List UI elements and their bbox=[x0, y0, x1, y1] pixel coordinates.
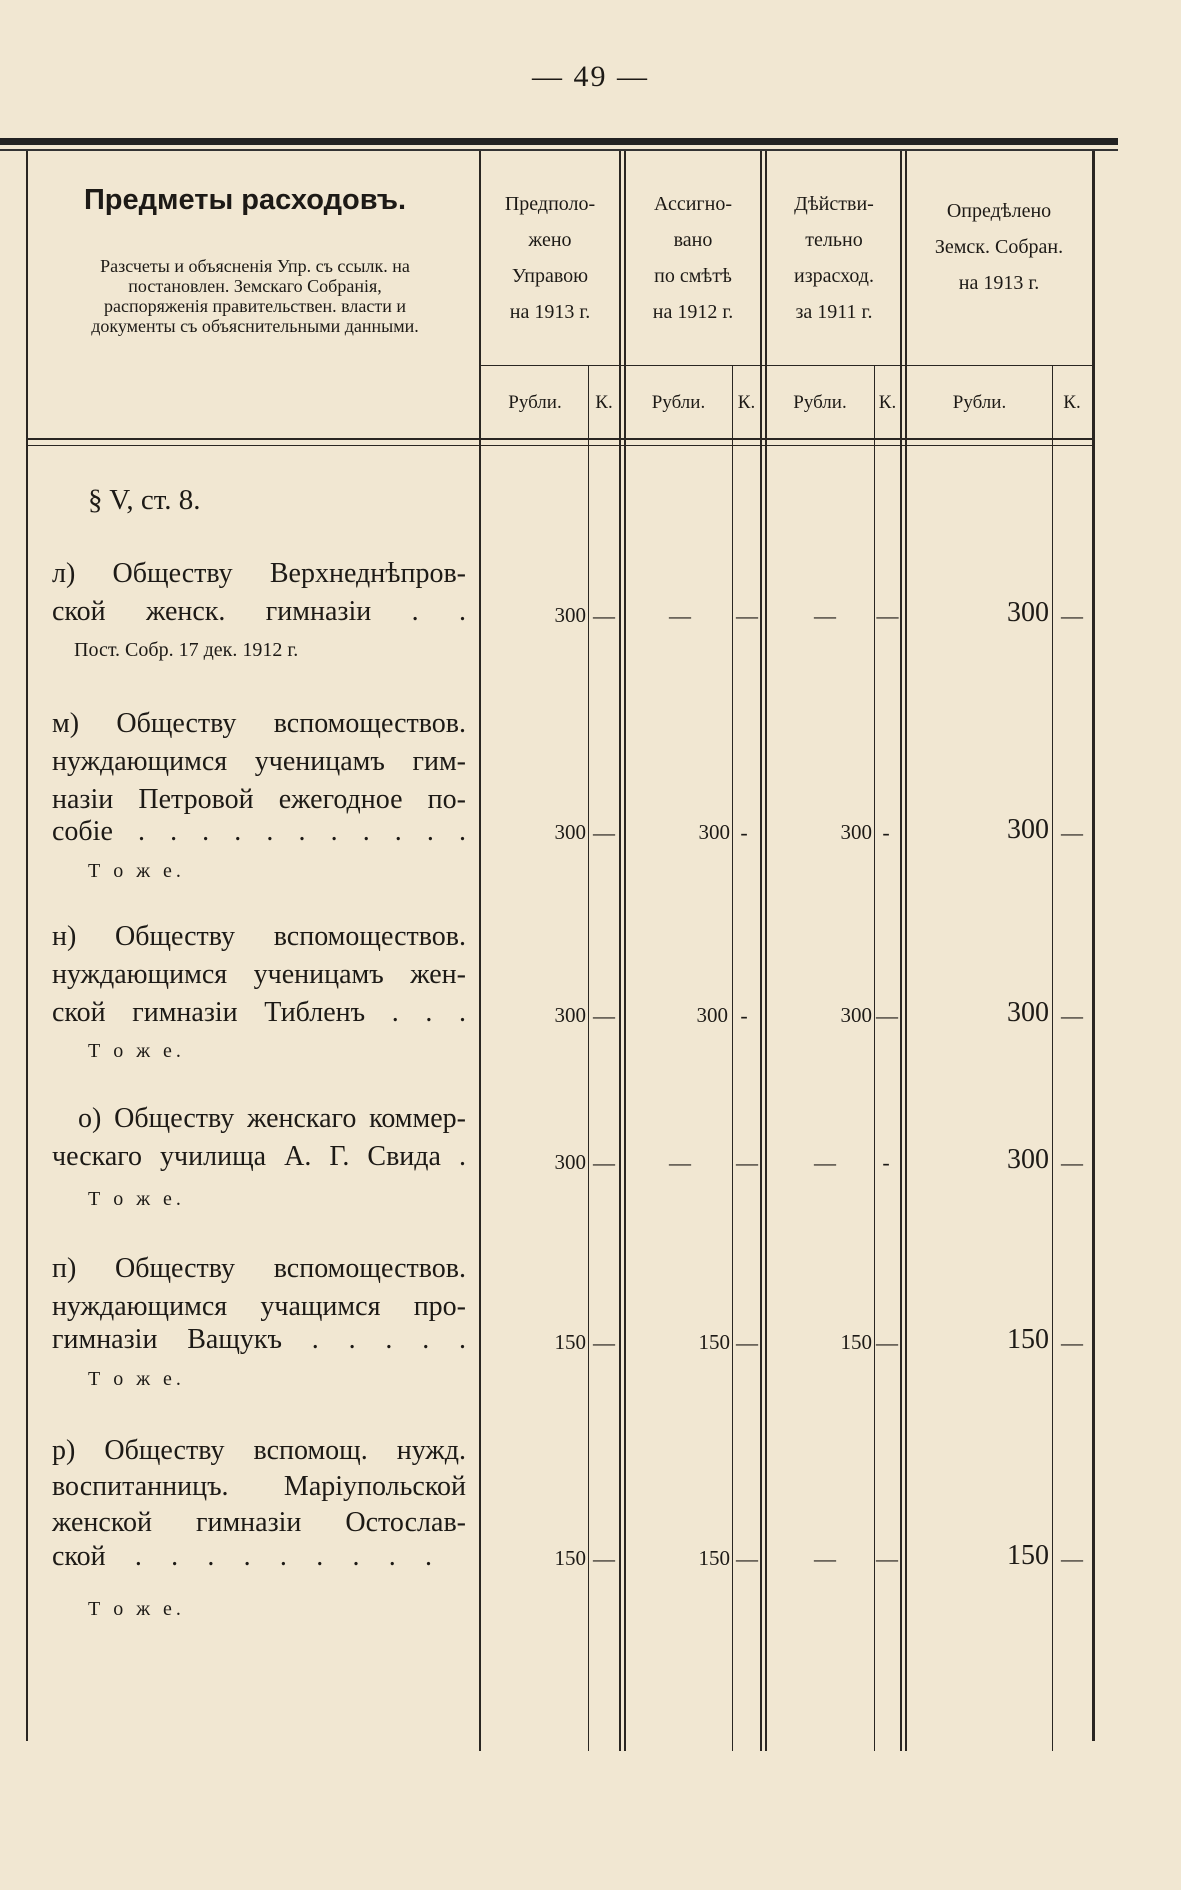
entry-l-proposed-kop: — bbox=[593, 603, 615, 628]
entry-r-line-2: воспитанницъ. Маріупольской bbox=[52, 1471, 466, 1502]
col-divider-2 bbox=[619, 151, 621, 1751]
entry-l-note: Пост. Собр. 17 дек. 1912 г. bbox=[74, 639, 299, 661]
header-title: Предметы расходовъ. bbox=[83, 184, 407, 216]
entry-n-assigned: 300 bbox=[696, 1003, 728, 1027]
column-header-determined: Опредѣлено Земск. Собран. на 1913 г. bbox=[934, 200, 1064, 294]
entry-r-line-4: ской . . . . . . . . . bbox=[52, 1541, 432, 1572]
entry-n-proposed: 300 bbox=[554, 1003, 586, 1027]
entry-p-spent-kop: — bbox=[876, 1330, 898, 1355]
entry-m-assigned: 300 bbox=[698, 820, 730, 844]
entry-n-line-2: нуждающимся ученицамъ жен- bbox=[52, 959, 466, 990]
entry-p-determined-kop: — bbox=[1061, 1330, 1083, 1355]
unit-rubli-4: Рубли. bbox=[952, 392, 1007, 413]
entry-m-determined-kop: — bbox=[1061, 820, 1083, 845]
unit-kop-2: К. bbox=[737, 392, 756, 413]
entry-l-spent: — bbox=[814, 603, 836, 628]
entry-m-assigned-kop: - bbox=[740, 820, 748, 845]
entry-n-spent: 300 bbox=[840, 1003, 872, 1027]
unit-kop-1: К. bbox=[595, 392, 613, 413]
entry-n-note: Т о ж е. bbox=[88, 1040, 185, 1062]
col-divider-3 bbox=[760, 151, 762, 1751]
entry-m-line-4: собіе . . . . . . . . . . . bbox=[52, 816, 466, 847]
entry-l-determined: 300 bbox=[1007, 597, 1049, 628]
entry-r-proposed: 150 bbox=[554, 1546, 586, 1570]
section-heading: § V, ст. 8. bbox=[88, 484, 201, 516]
unit-kop-4: К. bbox=[1063, 392, 1081, 413]
entry-m-determined: 300 bbox=[1007, 814, 1049, 845]
entry-r-spent-kop: — bbox=[876, 1546, 898, 1571]
column-header-proposed: Предполо- жено Управою на 1913 г. bbox=[504, 193, 596, 323]
kop-divider-1 bbox=[588, 365, 589, 1751]
top-rule-thin bbox=[0, 149, 1118, 151]
entry-p-note: Т о ж е. bbox=[88, 1368, 185, 1390]
entry-m-line-1: м) Обществу вспомоществов. bbox=[52, 708, 466, 739]
entry-m-spent: 300 bbox=[840, 820, 872, 844]
entry-l-spent-kop: — bbox=[876, 603, 899, 628]
table-right-border bbox=[1092, 151, 1095, 1741]
entry-p-proposed: 150 bbox=[554, 1330, 586, 1354]
header-bottom-rule bbox=[26, 438, 1094, 440]
entry-p-line-1: п) Обществу вспомоществов. bbox=[52, 1253, 466, 1284]
entry-l-line-2: ской женск. гимназіи . . bbox=[52, 596, 466, 627]
column-header-spent: Дѣйстви- тельно израсход. за 1911 г. bbox=[794, 193, 874, 323]
col-divider-3b bbox=[765, 151, 767, 1751]
entry-o-assigned-kop: — bbox=[736, 1150, 758, 1175]
entry-p-determined: 150 bbox=[1007, 1324, 1049, 1355]
entry-o-assigned: — bbox=[669, 1150, 691, 1175]
entry-n-proposed-kop: — bbox=[593, 1003, 615, 1028]
entry-l-assigned: — bbox=[669, 603, 691, 628]
kop-divider-2 bbox=[732, 365, 733, 1751]
entry-p-assigned: 150 bbox=[698, 1330, 730, 1354]
entry-m-line-3: назіи Петровой ежегодное по- bbox=[52, 784, 466, 815]
page-number: — 49 — bbox=[532, 60, 649, 93]
entry-r-determined-kop: — bbox=[1061, 1546, 1083, 1571]
entry-n-line-1: н) Обществу вспомоществов. bbox=[52, 921, 466, 952]
entry-m-line-2: нуждающимся ученицамъ гим- bbox=[52, 746, 466, 777]
entry-r-proposed-kop: — bbox=[593, 1546, 615, 1571]
entry-o-line-2: ческаго училища А. Г. Свида . bbox=[52, 1141, 466, 1172]
table-left-border bbox=[26, 151, 28, 1741]
col-divider-4 bbox=[900, 151, 902, 1751]
entry-m-spent-kop: - bbox=[882, 820, 890, 845]
entry-l-line-1: л) Обществу Верхнеднѣпров- bbox=[52, 558, 466, 589]
entry-o-determined-kop: — bbox=[1061, 1150, 1083, 1175]
entry-n-line-3: ской гимназіи Тибленъ . . . bbox=[52, 997, 466, 1028]
entry-m-proposed: 300 bbox=[554, 820, 586, 844]
column-header-assigned: Ассигно- вано по смѣтѣ на 1912 г. bbox=[652, 193, 734, 323]
entry-n-determined-kop: — bbox=[1061, 1003, 1083, 1028]
entry-o-proposed-kop: — bbox=[593, 1150, 615, 1175]
entry-m-note: Т о ж е. bbox=[88, 860, 185, 882]
unit-kop-3: К. bbox=[878, 392, 897, 413]
entry-n-assigned-kop: - bbox=[740, 1003, 748, 1028]
unit-rubli-3: Рубли. bbox=[793, 392, 847, 413]
entry-n-determined: 300 bbox=[1007, 997, 1049, 1028]
entry-p-assigned-kop: — bbox=[736, 1330, 758, 1355]
entry-r-spent: — bbox=[814, 1546, 836, 1571]
entry-o-proposed: 300 bbox=[554, 1150, 586, 1174]
entry-l-proposed: 300 bbox=[554, 603, 586, 627]
entry-p-line-2: нуждающимся учащимся про- bbox=[52, 1291, 466, 1322]
entry-p-proposed-kop: — bbox=[593, 1330, 615, 1355]
entry-n-spent-kop: — bbox=[876, 1003, 898, 1028]
entry-r-assigned: 150 bbox=[698, 1546, 730, 1570]
entry-r-assigned-kop: — bbox=[736, 1546, 758, 1571]
entry-o-determined: 300 bbox=[1007, 1144, 1049, 1175]
entry-o-note: Т о ж е. bbox=[88, 1188, 185, 1210]
entry-l-determined-kop: — bbox=[1061, 603, 1083, 628]
entry-o-line-1: о) Обществу женскаго коммер- bbox=[78, 1103, 466, 1134]
entry-r-line-1: р) Обществу вспомощ. нужд. bbox=[52, 1435, 466, 1466]
entry-r-note: Т о ж е. bbox=[88, 1598, 185, 1620]
col-divider-2b bbox=[624, 151, 626, 1751]
header-subrule bbox=[479, 365, 1093, 366]
header-description: Разсчеты и объясненія Упр. съ ссылк. на постановлен. Земскаго Собранія, распоряженія правительствен. власти и документы съ объяснительными данными. bbox=[91, 256, 419, 336]
entry-o-spent: — bbox=[814, 1150, 836, 1175]
entry-p-spent: 150 bbox=[840, 1330, 872, 1354]
col-divider-4b bbox=[905, 151, 907, 1751]
entry-o-spent-kop: - bbox=[882, 1150, 890, 1175]
kop-divider-3 bbox=[874, 365, 875, 1751]
col-divider-1 bbox=[479, 151, 481, 1751]
header-bottom-rule-thin bbox=[26, 445, 1094, 446]
entry-r-line-3: женской гимназіи Остослав- bbox=[52, 1507, 466, 1538]
entry-m-proposed-kop: — bbox=[593, 820, 615, 845]
entry-r-determined: 150 bbox=[1007, 1540, 1049, 1571]
unit-rubli-1: Рубли. bbox=[508, 392, 562, 413]
unit-rubli-2: Рубли. bbox=[651, 392, 706, 413]
entry-l-assigned-kop: — bbox=[736, 603, 758, 628]
entry-p-line-3: гимназіи Ващукъ . . . . . bbox=[52, 1324, 466, 1355]
top-rule bbox=[0, 138, 1118, 145]
kop-divider-4 bbox=[1052, 365, 1053, 1751]
